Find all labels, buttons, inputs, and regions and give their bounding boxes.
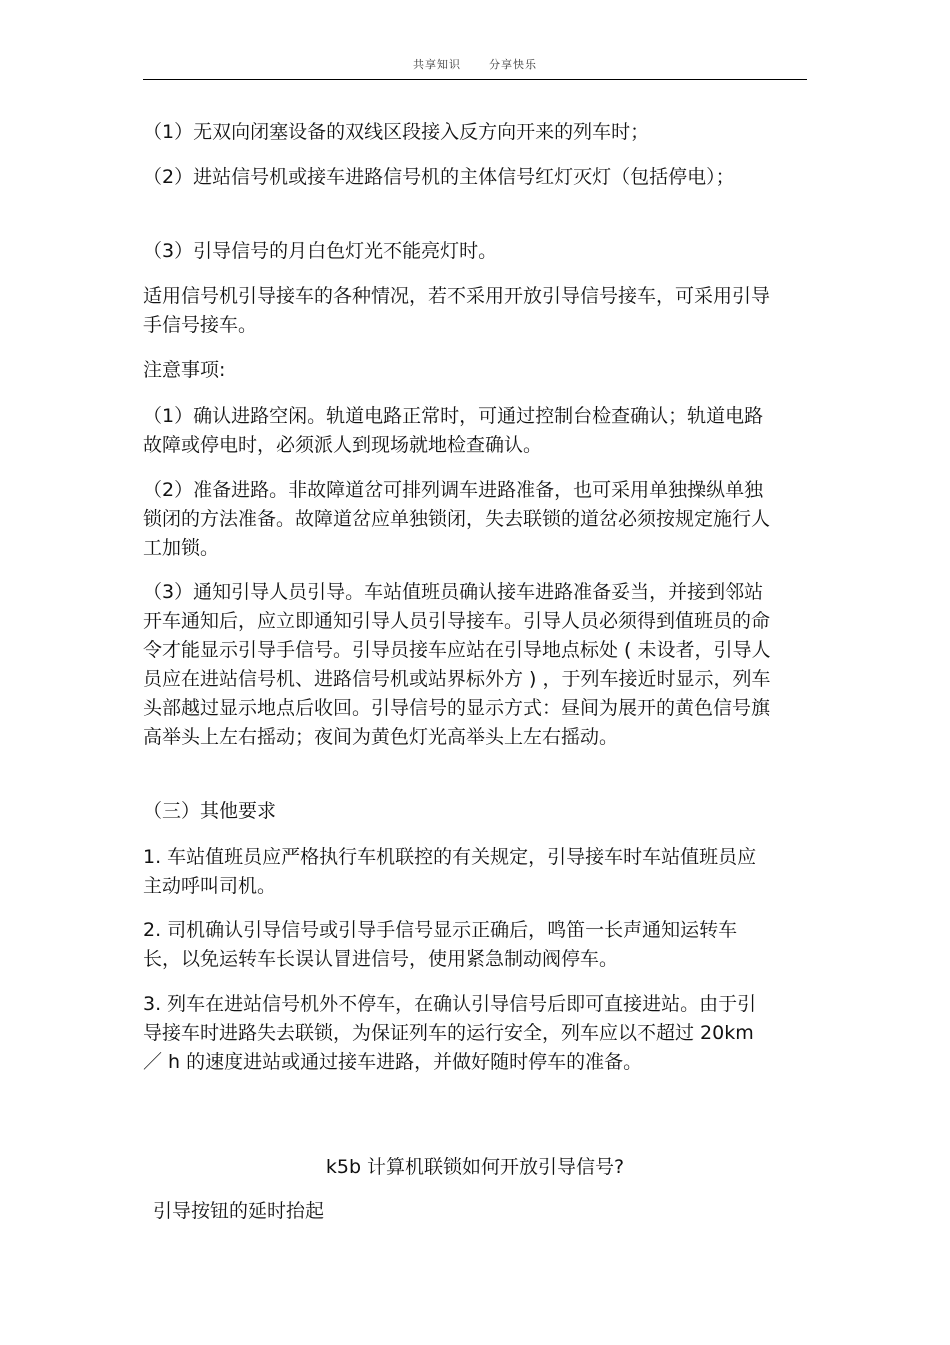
header-left-text: 共享知识 [413,58,461,71]
paragraph-4: 适用信号机引导接车的各种情况，若不采用开放引导信号接车，可采用引导手信号接车。 [143,285,771,336]
paragraph-10: 1. 车站值班员应严格执行车机联控的有关规定，引导接车时车站值班员应主动呼叫司机。 [143,846,757,897]
answer-text: 引导按钮的延时抬起 [153,1200,325,1222]
header-right-text: 分享快乐 [489,58,537,71]
header-rule [143,79,807,80]
paragraph-5: 注意事项: [143,359,226,381]
paragraph-1: （1）无双向闭塞设备的双线区段接入反方向开来的列车时； [143,121,650,143]
paragraph-3: （3）引导信号的月白色灯光不能亮灯时。 [143,240,498,262]
paragraph-7: （2）准备进路。非故障道岔可排列调车进路准备，也可采用单独操纵单独锁闭的方法准备。故障道岔应单独锁闭，失去联锁的道岔必须按规定施行人工加锁。 [143,479,771,559]
page-header [143,56,807,78]
paragraph-11: 2. 司机确认引导信号或引导手信号显示正确后，鸣笛一长声通知运转车长，以免运转车长误认冒进信号，使用紧急制动阀停车。 [143,919,738,970]
paragraph-8: （3）通知引导人员引导。车站值班员确认接车进路准备妥当，并接到邻站开车通知后，应立即通知引导人员引导接车。引导人员必须得到值班员的命令才能显示引导手信号。引导员接车应站在引导地点标处 ( 未设者，引导人员应在进站信号机、进路信号机或站界标外方 ) ，于列车接近时显示，列车头部越过显示地点后收回。引导信号的显示方式：昼间为展开的黄色信号旗高举头上左右摇动；夜间为黄色灯光高举头上左右摇动。 [143,581,771,748]
paragraph-12: 3. 列车在进站信号机外不停车，在确认引导信号后即可直接进站。由于引导接车时进路失去联锁，为保证列车的运行安全，列车应以不超过 20km ／ h 的速度进站或通过接车进路，并做好随时停车的准备。 [143,993,757,1073]
paragraph-9: （三）其他要求 [143,800,277,822]
section-title: k5b 计算机联锁如何开放引导信号? [325,1156,625,1178]
paragraph-2: （2）进站信号机或接车进路信号机的主体信号红灯灭灯（包括停电）； [143,166,735,188]
paragraph-6: （1）确认进路空闲。轨道电路正常时，可通过控制台检查确认；轨道电路故障或停电时，必须派人到现场就地检查确认。 [143,405,764,456]
